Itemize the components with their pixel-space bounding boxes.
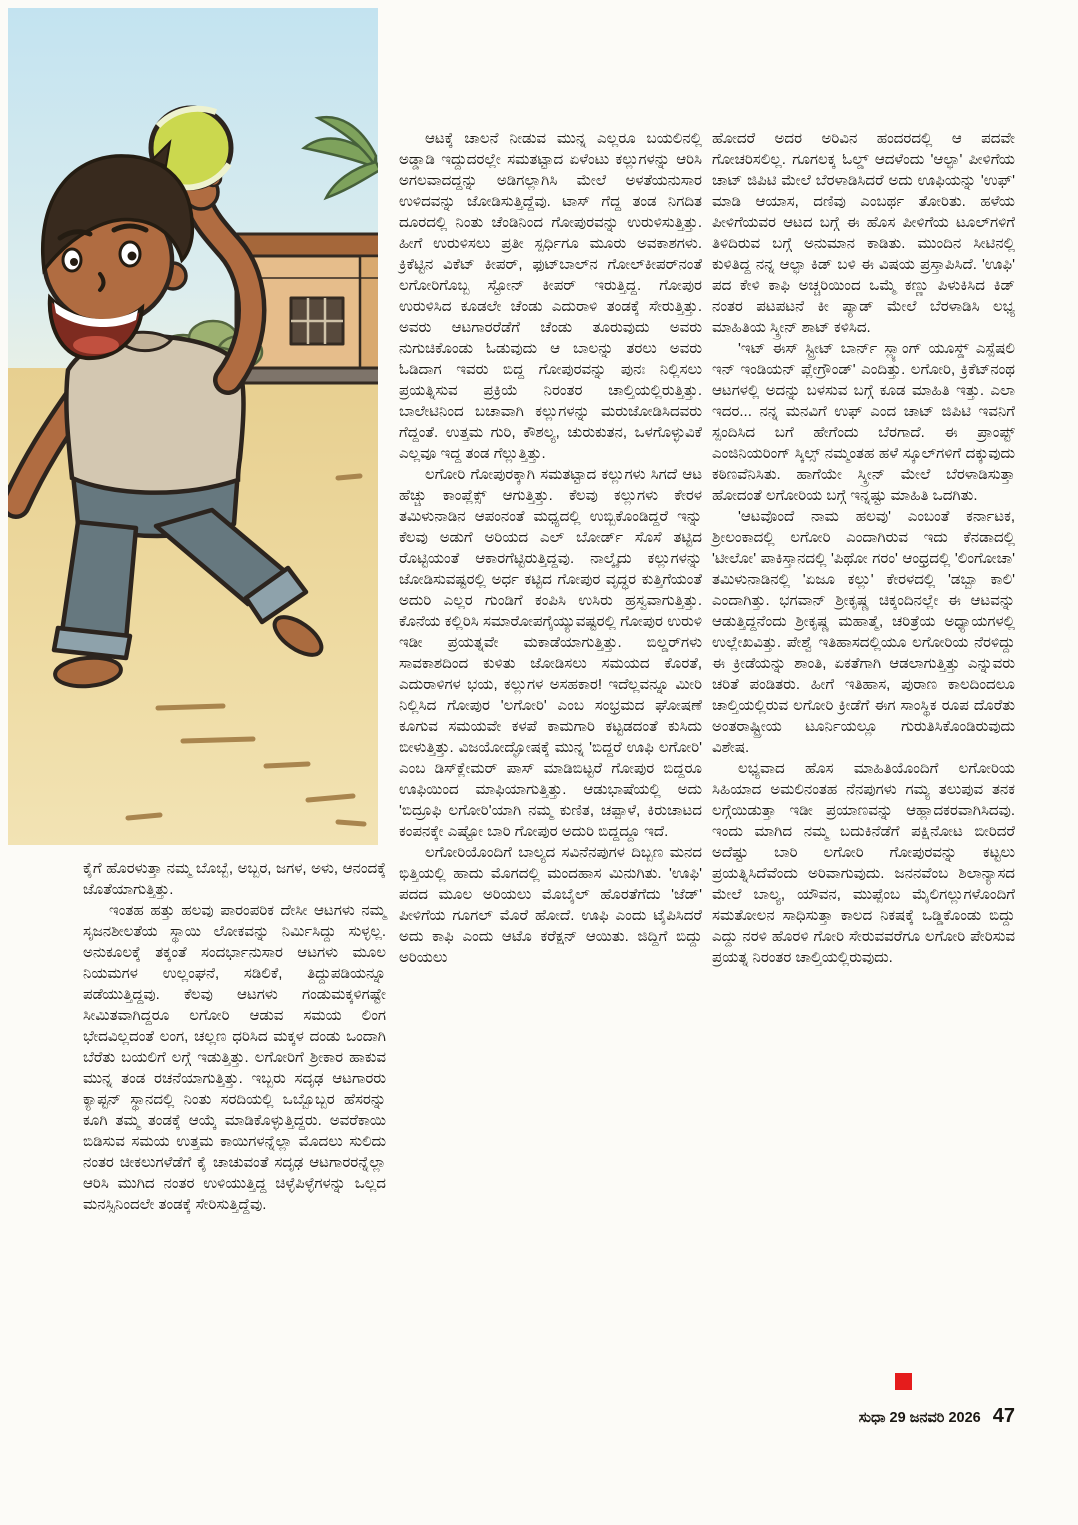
- page-number: 47: [992, 1405, 1015, 1427]
- boy-left-cuff: [54, 628, 130, 658]
- paragraph: 'ಆಟವೊಂದೆ ನಾಮ ಹಲವು' ಎಂಬಂತೆ ಕರ್ನಾಟಕ, ಶ್ರೀಲಂಕಾದಲ್ಲಿ ಲಗೋರಿ ಎಂದಾಗಿರುವ ಇದು ಕೆನಡಾದಲ್ಲಿ 'ಟೀಲೋ' ಪಾಕಿಸ್ತಾನದಲ್ಲಿ 'ಪಿಥೋ ಗರಂ' ಆಂಧ್ರದಲ್ಲಿ 'ಲಿಂಗೋಚಾ' ತಮಿಳುನಾಡಿನಲ್ಲಿ 'ಏಜೂ ಕಲ್ಲು' ಕೇರಳದಲ್ಲಿ 'ಡಬ್ಬಾ ಕಾಲಿ' ಎಂದಾಗಿತ್ತು. ಭಗವಾನ್ ಶ್ರೀಕೃಷ್ಣ ಚಿಕ್ಕಂದಿನಲ್ಲೇ ಈ ಆಟವನ್ನು ಆಡುತ್ತಿದ್ದನೆಂದು ಶ್ರೀಕೃಷ್ಣ ಮಹಾತ್ಮೆ, ಚರಿತ್ರೆಯ ಅಧ್ಯಾಯಗಳಲ್ಲಿ ಉಲ್ಲೇಖವಿತ್ತು. ಪೇಶ್ವೆ ಇತಿಹಾಸದಲ್ಲಿಯೂ ಲಗೋರಿಯ ನೆರಳಿದ್ದು ಈ ಕ್ರೀಡೆಯನ್ನು ಶಾಂತಿ, ಏಕತೆಗಾಗಿ ಆಡಲಾಗುತ್ತಿತ್ತು ಎನ್ನುವರು ಚರಿತೆ ಪಂಡಿತರು. ಹೀಗೆ ಇತಿಹಾಸ, ಪುರಾಣ ಕಾಲದಿಂದಲೂ ಚಾಲ್ತಿಯಲ್ಲಿರುವ ಲಗೋರಿ ಕ್ರೀಡೆಗೆ ಈಗ ಸಾಂಸ್ಥಿಕ ರೂಪ ದೊರೆತು ಅಂತರಾಷ್ಟ್ರೀಯ ಟೂರ್ನಿಯಲ್ಲೂ ಗುರುತಿಸಿಕೊಂಡಿರುವುದು ವಿಶೇಷ.: [712, 508, 1015, 756]
- paragraph: 'ಇಟ್ ಈಸ್ ಸ್ಟ್ರೀಟ್ ಬಾರ್ನ್ ಸ್ಲ್ಯಾಂಗ್ ಯೂಸ್ಡ್ ಎಸ್ಪೆಷಲಿ ಇನ್ ಇಂಡಿಯನ್ ಪ್ಲೇಗ್ರೌಂಡ್' ಎಂದಿತ್ತು. ಲಗೋರಿ, ಕ್ರಿಕೆಟ್‌ನಂಥ ಆಟಗಳಲ್ಲಿ ಅದನ್ನು ಬಳಸುವ ಬಗ್ಗೆ ಕೂಡ ಮಾಹಿತಿ ಇತ್ತು. ಎಲಾ ಇದರ... ನನ್ನ ಮನವಿಗೆ ಉಫ್ ಎಂದ ಚಾಟ್ ಜಿಪಿಟಿ ಇವನಿಗೆ ಸ್ಪಂದಿಸಿದ ಬಗೆ ಹೇಗೆಂದು ಬೆರಗಾದೆ. ಈ ಪ್ರಾಂಪ್ಟ್ ಎಂಜಿನಿಯರಿಂಗ್ ಸ್ಕಿಲ್ಸ್ ನಮ್ಮಂತಹ ಹಳೆ ಸ್ಕೂಲ್‌ಗಳಿಗೆ ದಕ್ಕುವುದು ಕಠಿಣವೆನಿಸಿತು. ಹಾಗೆಯೇ ಸ್ಕ್ರೀನ್ ಮೇಲೆ ಬೆರಳಾಡಿಸುತ್ತಾ ಹೋದಂತೆ ಲಗೋರಿಯ ಬಗ್ಗೆ ಇನ್ನಷ್ಟು ಮಾಹಿತಿ ಒದಗಿತು.: [712, 340, 1015, 504]
- illustration-art: [8, 8, 378, 845]
- paragraph: ಕೈಗೆ ಹೊರಳುತ್ತಾ ನಮ್ಮ ಬೊಬ್ಬೆ, ಅಬ್ಬರ, ಜಗಳ, ಅಳು, ಆನಂದಕ್ಕೆ ಜೊತೆಯಾಗುತ್ತಿತ್ತು.: [83, 860, 386, 898]
- paragraph: ಹೋದರೆ ಅದರ ಅರಿವಿನ ಹಂದರದಲ್ಲಿ ಆ ಪದವೇ ಗೋಚರಿಸಲಿಲ್ಲ. ಗೂಗಲಕ್ಕ ಓಲ್ಡ್ ಆದಳೆಂದು 'ಆಲ್ಫಾ' ಪೀಳಿಗೆಯ ಚಾಟ್ ಜಿಪಿಟಿ ಮೇಲೆ ಬೆರಳಾಡಿಸಿದರೆ ಅದು ಊಫಿಯನ್ನು 'ಉಫ್' ಮಾಡಿ ಆಯಾಸ, ದಣಿವು ಎಂಬರ್ಥ ತೋರಿತು. ಹಳೆಯ ಪೀಳಿಗೆಯವರ ಆಟದ ಬಗ್ಗೆ ಈ ಹೊಸ ಪೀಳಿಗೆಯ ಟೂಲ್‌ಗಳಿಗೆ ತಿಳಿದಿರುವ ಬಗ್ಗೆ ಅನುಮಾನ ಕಾಡಿತು. ಮುಂದಿನ ಸೀಟಿನಲ್ಲಿ ಕುಳಿತಿದ್ದ ನನ್ನ ಆಲ್ಫಾ ಕಿಡ್ ಬಳಿ ಈ ವಿಷಯ ಪ್ರಸ್ತಾಪಿಸಿದೆ. 'ಊಫಿ' ಪದ ಕೇಳಿ ಕಾಫಿ ಅಚ್ಚರಿಯಿಂದ ಒಮ್ಮೆ ಕಣ್ಣು ಪಿಳುಕಿಸಿದ ಕಿಡ್ ನಂತರ ಪಟಪಟನೆ ಕೀ ಪ್ಯಾಡ್ ಮೇಲೆ ಬೆರಳಾಡಿಸಿ ಲಭ್ಯ ಮಾಹಿತಿಯ ಸ್ಕ್ರೀನ್ ಶಾಟ್ ಕಳಿಸಿದ.: [712, 130, 1015, 336]
- paragraph: ಲಗೋರಿಯೊಂದಿಗೆ ಬಾಲ್ಯದ ಸವಿನೆನಪುಗಳ ದಿಬ್ಬಣ ಮನದ ಭಿತ್ತಿಯಲ್ಲಿ ಹಾದು ಮೊಗದಲ್ಲಿ ಮಂದಹಾಸ ಮಿನುಗಿತು. 'ಊಫಿ' ಪದದ ಮೂಲ ಅರಿಯಲು ಮೊಬೈಲ್ ಹೊರತೆಗೆದು 'ಜೆಡ್' ಪೀಳಿಗೆಯ ಗೂಗಲ್ ಮೊರೆ ಹೋದೆ. ಊಫಿ ಎಂದು ಟೈಪಿಸಿದರೆ ಅದು ಕಾಫಿ ಎಂದು ಆಟೊ ಕರೆಕ್ಷನ್ ಆಯಿತು. ಜಿದ್ದಿಗೆ ಬಿದ್ದು ಅರಿಯಲು: [399, 844, 702, 966]
- paragraph: ಲಗೋರಿ ಗೋಪುರಕ್ಕಾಗಿ ಸಮತಟ್ಟಾದ ಕಲ್ಲುಗಳು ಸಿಗದೆ ಆಟ ಹೆಚ್ಚು ಕಾಂಪ್ಲೆಕ್ಸ್ ಆಗುತ್ತಿತ್ತು. ಕೆಲವು ಕಲ್ಲುಗಳು ಕೇರಳ ತಮಿಳುನಾಡಿನ ಆಪಂನಂತೆ ಮಧ್ಯದಲ್ಲಿ ಉಬ್ಬಿಕೊಂಡಿದ್ದರೆ ಇನ್ನು ಕೆಲವು ಅಡುಗೆ ಅರಿಯದ ಎಲ್ ಬೋರ್ಡ್ ಸೊಸೆ ತಟ್ಟಿದ ರೊಟ್ಟಿಯಂತೆ ಆಕಾರಗೆಟ್ಟಿರುತ್ತಿದ್ದವು. ನಾಲ್ಕೈದು ಕಲ್ಲುಗಳನ್ನು ಜೋಡಿಸುವಷ್ಟರಲ್ಲಿ ಅರ್ಧ ಕಟ್ಟಿದ ಗೋಪುರ ವೃದ್ಧರ ಕುತ್ತಿಗೆಯಂತೆ ಅದುರಿ ಎಲ್ಲರ ಗುಂಡಿಗೆ ಕಂಪಿಸಿ ಉಸಿರು ಹ್ರಸ್ವವಾಗುತ್ತಿತ್ತು. ಕೊನೆಯ ಕಲ್ಲಿರಿಸಿ ಸಮಾರೋಪಗೈಯ್ಯುವಷ್ಟರಲ್ಲಿ ಗೋಪುರ ಉರುಳಿ ಇಡೀ ಪ್ರಯತ್ನವೇ ಮಕಾಡೆಯಾಗುತ್ತಿತ್ತು. ಬಿಲ್ಡರ್‌ಗಳು ಸಾವಕಾಶದಿಂದ ಕುಳಿತು ಜೋಡಿಸಲು ಸಮಯದ ಕೊರತೆ, ಎದುರಾಳಿಗಳ ಭಯ, ಕಲ್ಲುಗಳ ಅಸಹಕಾರ! ಇದೆಲ್ಲವನ್ನೂ ಮೀರಿ ನಿಲ್ಲಿಸಿದ ಗೋಪುರ 'ಲಗೋರಿ' ಎಂಬ ಸಂಭ್ರಮದ ಘೋಷಣೆ ಕೂಗುವ ಸಮಯವೇ ಕಳಪೆ ಕಾಮಗಾರಿ ಕಟ್ಟಡದಂತೆ ಕುಸಿದು ಬೀಳುತ್ತಿತ್ತು. ವಿಜಯೋದ್ಘೋಷಕ್ಕೆ ಮುನ್ನ 'ಬಿದ್ದರೆ ಊಫಿ ಲಗೋರಿ' ಎಂಬ ಡಿಸ್‌ಕ್ಲೇಮರ್ ಪಾಸ್ ಮಾಡಿಬಿಟ್ಟರೆ ಗೋಪುರ ಬಿದ್ದರೂ ಊಫಿಯಿಂದ ಮಾಫಿಯಾಗುತ್ತಿತ್ತು. ಆಡುಭಾಷೆಯಲ್ಲಿ ಅದು 'ಬಿದ್ರೂಫಿ ಲಗೋರಿ'ಯಾಗಿ ನಮ್ಮ ಕುಣಿತ, ಚಪ್ಪಾಳೆ, ಕಿರುಚಾಟದ ಕಂಪನಕ್ಕೇ ಎಷ್ಟೋ ಬಾರಿ ಗೋಪುರ ಅದುರಿ ಬಿದ್ದದ್ದೂ ಇದೆ.: [399, 466, 702, 840]
- paragraph: ಆಟಕ್ಕೆ ಚಾಲನೆ ನೀಡುವ ಮುನ್ನ ಎಲ್ಲರೂ ಬಯಲಿನಲ್ಲಿ ಅಡ್ಡಾಡಿ ಇದ್ದುದರಲ್ಲೇ ಸಮತಟ್ಟಾದ ಏಳೆಂಟು ಕಲ್ಲುಗಳನ್ನು ಆರಿಸಿ ಅಗಲವಾದದ್ದನ್ನು ಅಡಿಗಲ್ಲಾಗಿಸಿ ಮೇಲೆ ಅಳತೆಯನುಸಾರ ಉಳಿದವನ್ನು ಜೋಡಿಸುತ್ತಿದ್ದೆವು. ಟಾಸ್ ಗೆದ್ದ ತಂಡ ನಿಗದಿತ ದೂರದಲ್ಲಿ ನಿಂತು ಚೆಂಡಿನಿಂದ ಗೋಪುರವನ್ನು ಉರುಳಿಸುತ್ತಿತ್ತು. ಹೀಗೆ ಉರುಳಿಸಲು ಪ್ರತೀ ಸ್ಪರ್ಧಿಗೂ ಮೂರು ಅವಕಾಶಗಳು. ಕ್ರಿಕೆಟ್ಟಿನ ವಿಕೆಟ್ ಕೀಪರ್, ಫುಟ್‌ಬಾಲ್‌ನ ಗೋಲ್‌ಕೀಪರ್‌ನಂತೆ ಲಗೋರಿಗೊಬ್ಬ ಸ್ಟೋನ್ ಕೀಪರ್ ಇರುತ್ತಿದ್ದ. ಗೋಪುರ ಉರುಳಿಸಿದ ಕೂಡಲೇ ಚೆಂಡು ಎದುರಾಳಿ ತಂಡಕ್ಕೆ ಸೇರುತ್ತಿತ್ತು. ಅವರು ಆಟಗಾರರೆಡೆಗೆ ಚೆಂಡು ತೂರುವುದು ಅವರು ನುಗುಚಿಕೊಂಡು ಓಡುವುದು ಆ ಬಾಲನ್ನು ತರಲು ಅವರು ಓಡಿದಾಗ ಇವರು ಬಿದ್ದ ಗೋಪುರವನ್ನು ಪುನಃ ನಿಲ್ಲಿಸಲು ಪ್ರಯತ್ನಿಸುವ ಪ್ರಕ್ರಿಯೆ ನಿರಂತರ ಚಾಲ್ತಿಯಲ್ಲಿರುತ್ತಿತ್ತು. ಬಾಲೇಟಿನಿಂದ ಬಚಾವಾಗಿ ಕಲ್ಲುಗಳನ್ನು ಮರುಜೋಡಿಸಿದವರು ಗೆದ್ದಂತೆ. ಉತ್ತಮ ಗುರಿ, ಕೌಶಲ್ಯ, ಚುರುಕುತನ, ಒಳಗೊಳ್ಳುವಿಕೆ ಎಲ್ಲವೂ ಇದ್ದ ತಂಡ ಗೆಲ್ಲುತ್ತಿತ್ತು.: [399, 130, 702, 462]
- page-footer: [859, 1405, 1015, 1428]
- issue-label: ಸುಧಾ 29 ಜನವರಿ 2026: [858, 1410, 981, 1426]
- middle-text-column: [399, 128, 702, 1398]
- boy-throwing-ball-illustration: [8, 8, 378, 845]
- end-of-article-marker: [895, 1373, 912, 1390]
- building-plinth: [230, 368, 378, 383]
- right-text-column: [712, 128, 1015, 1398]
- paragraph: ಲಭ್ಯವಾದ ಹೊಸ ಮಾಹಿತಿಯೊಂದಿಗೆ ಲಗೋರಿಯ ಸಿಹಿಯಾದ ಅಮಲಿನಂತಹ ನೆನಪುಗಳು ಗಮ್ಯ ತಲುಪುವ ತನಕ ಲಗ್ಗೆಯಿಡುತ್ತಾ ಇಡೀ ಪ್ರಯಾಣವನ್ನು ಆಹ್ಲಾದಕರವಾಗಿಸಿದವು. ಇಂದು ಮಾಗಿದ ನಮ್ಮ ಬದುಕಿನೆಡೆಗೆ ಪಕ್ಷಿನೋಟ ಬೀರಿದರೆ ಅದೆಷ್ಟು ಬಾರಿ ಲಗೋರಿ ಗೋಪುರವನ್ನು ಕಟ್ಟಲು ಪ್ರಯತ್ನಿಸಿದೆವೆಂದು ಅರಿವಾಗುವುದು. ಜನನವೆಂಬ ಶಿಲಾನ್ಯಾಸದ ಮೇಲೆ ಬಾಲ್ಯ, ಯೌವನ, ಮುಪ್ಪೆಂಬ ಮೈಲಿಗಲ್ಲುಗಳೊಂದಿಗೆ ಸಮತೋಲನ ಸಾಧಿಸುತ್ತಾ ಕಾಲದ ನಿಕಷಕ್ಕೆ ಒಡ್ಡಿಕೊಂಡು ಬಿದ್ದು ಎದ್ದು ನರಳಿ ಹೊರಳಿ ಗೋರಿ ಸೇರುವವರೆಗೂ ಲಗೋರಿ ಪೇರಿಸುವ ಪ್ರಯತ್ನ ನಿರಂತರ ಚಾಲ್ತಿಯಲ್ಲಿರುವುದು.: [712, 760, 1015, 966]
- paragraph: ಇಂತಹ ಹತ್ತು ಹಲವು ಪಾರಂಪರಿಕ ದೇಸೀ ಆಟಗಳು ನಮ್ಮ ಸೃಜನಶೀಲತೆಯ ಸ್ಥಾಯಿ ಲೋಕವನ್ನು ನಿರ್ಮಿಸಿದ್ದು ಸುಳ್ಳಲ್ಲ. ಅನುಕೂಲಕ್ಕೆ ತಕ್ಕಂತೆ ಸಂದರ್ಭಾನುಸಾರ ಆಟಗಳು ಮೂಲ ನಿಯಮಗಳ ಉಲ್ಲಂಘನೆ, ಸಡಿಲಿಕೆ, ತಿದ್ದುಪಡಿಯನ್ನೂ ಪಡೆಯುತ್ತಿದ್ದವು. ಕೆಲವು ಆಟಗಳು ಗಂಡುಮಕ್ಕಳಿಗಷ್ಟೇ ಸೀಮಿತವಾಗಿದ್ದರೂ ಲಗೋರಿ ಆಡುವ ಸಮಯ ಲಿಂಗ ಭೇದವಿಲ್ಲದಂತೆ ಲಂಗ, ಚಲ್ಲಣ ಧರಿಸಿದ ಮಕ್ಕಳ ದಂಡು ಒಂದಾಗಿ ಬೆರೆತು ಬಯಲಿಗೆ ಲಗ್ಗೆ ಇಡುತ್ತಿತ್ತು. ಲಗೋರಿಗೆ ಶ್ರೀಕಾರ ಹಾಕುವ ಮುನ್ನ ತಂಡ ರಚನೆಯಾಗುತ್ತಿತ್ತು. ಇಬ್ಬರು ಸದೃಢ ಆಟಗಾರರು ಕ್ಯಾಪ್ಟನ್ ಸ್ಥಾನದಲ್ಲಿ ನಿಂತು ಸರದಿಯಲ್ಲಿ ಒಬ್ಬೊಬ್ಬರ ಹೆಸರನ್ನು ಕೂಗಿ ತಮ್ಮ ತಂಡಕ್ಕೆ ಆಯ್ಕೆ ಮಾಡಿಕೊಳ್ಳುತ್ತಿದ್ದರು. ಅವರೆಕಾಯಿ ಬಿಡಿಸುವ ಸಮಯ ಉತ್ತಮ ಕಾಯಿಗಳನ್ನೆಲ್ಲಾ ಮೊದಲು ಸುಲಿದು ನಂತರ ಚೀಕಲುಗಳೆಡೆಗೆ ಕೈ ಚಾಚುವಂತೆ ಸದೃಢ ಆಟಗಾರರನ್ನೆಲ್ಲಾ ಆರಿಸಿ ಮುಗಿದ ನಂತರ ಉಳಿಯುತ್ತಿದ್ದ ಚಿಳ್ಳೆಪಿಳ್ಳೆಗಳನ್ನು ಒಲ್ಲದ ಮನಸ್ಸಿನಿಂದಲೇ ತಂಡಕ್ಕೆ ಸೇರಿಸುತ್ತಿದ್ದೆವು.: [83, 902, 386, 1213]
- left-text-column: [83, 858, 386, 1418]
